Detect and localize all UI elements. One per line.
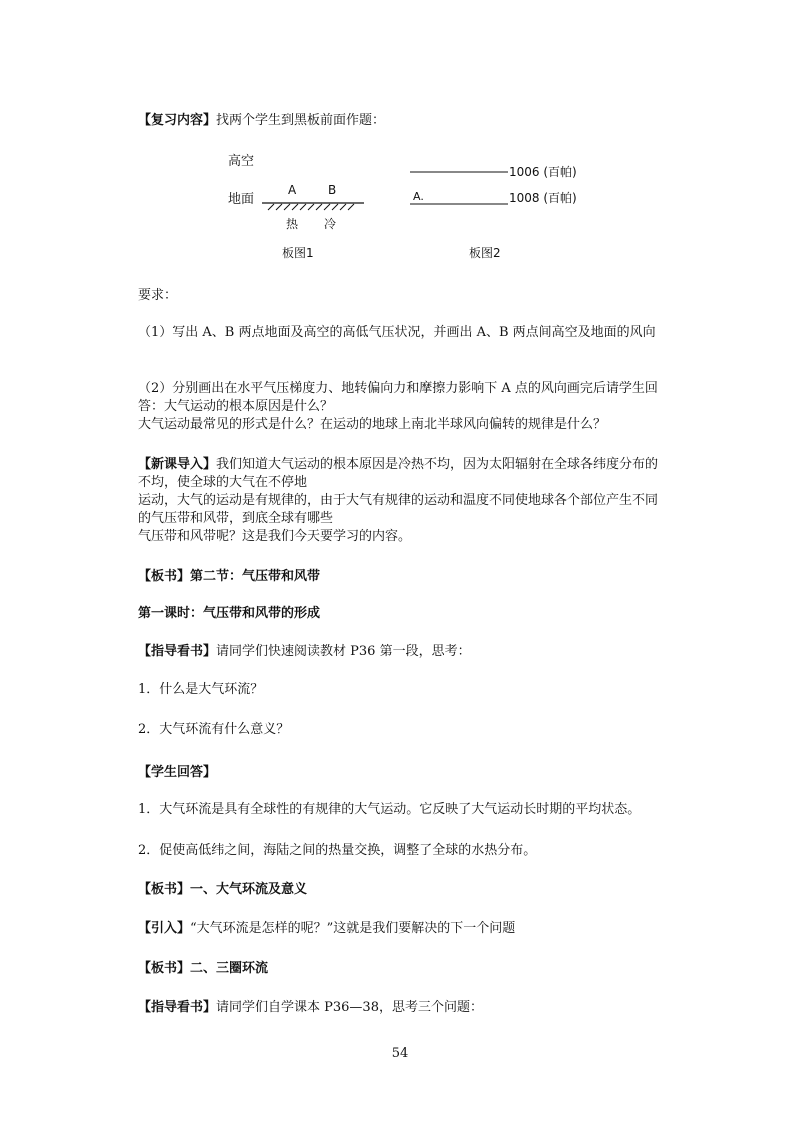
- figure2-lower-pressure: 1008 (百帕): [509, 191, 577, 205]
- figure1-caption: 板图1: [282, 246, 314, 260]
- figure2-caption: 板图2: [469, 246, 501, 260]
- review-paragraph: [138, 112, 670, 130]
- board-figure-2: [405, 158, 595, 263]
- intro-tag: 【新课导入】: [138, 457, 217, 472]
- answer-2: 2．促使高低纬之间，海陆之间的热量交换，调整了全球的水热分布。: [138, 843, 537, 858]
- figure1-hot-label: 热: [286, 217, 299, 231]
- intro-line-3: 气压带和风带呢？这是我们今天要学习的内容。: [138, 529, 412, 544]
- requirement-item-1: （1）写出 A、B 两点地面及高空的高低气压状况，并画出 A、B 两点间高空及地面的风向: [138, 325, 656, 340]
- figure1-cold-label: 冷: [324, 217, 337, 231]
- guide-1-tag: 【指导看书】: [138, 644, 217, 659]
- intro-paragraph: [138, 456, 670, 546]
- requirements-title: 要求：: [138, 288, 178, 303]
- requirement-item-2-text: （2）分别画出在水平气压梯度力、地转偏向力和摩擦力影响下 A 点的风向画完后请学生回答：大气运动的根本原因是什么？: [138, 381, 658, 414]
- guide-reading-2: [138, 999, 670, 1017]
- requirement-item-2-continued: 大气运动最常见的形式是什么？在运动的地球上南北半球风向偏转的规律是什么？: [138, 417, 607, 432]
- page-number: 54: [391, 1046, 409, 1061]
- figure1-point-b: B: [328, 183, 337, 197]
- student-answer-heading: 【学生回答】: [138, 765, 217, 780]
- review-tag: 【复习内容】: [138, 113, 217, 128]
- board-heading-section-2: 【板书】第二节：气压带和风带: [138, 569, 321, 584]
- lead-text: “大气环流是怎样的呢？”这就是我们要解决的下一个问题: [190, 921, 516, 936]
- figure2-upper-pressure: 1006 (百帕): [509, 165, 577, 179]
- requirement-item-2: [138, 380, 670, 434]
- figure2-point-a: A.: [413, 190, 424, 203]
- intro-line-1: 我们知道大气运动的根本原因是冷热不均，因为太阳辐射在全球各纬度分布的不均，使全球的大气在不停地: [138, 457, 659, 490]
- board-heading-three-cell: 【板书】二、三圈环流: [138, 961, 269, 976]
- lead-paragraph: [138, 920, 670, 938]
- question-2: 2．大气环流有什么意义？: [138, 722, 290, 737]
- board-heading-circulation: 【板书】一、大气环流及意义: [138, 882, 308, 897]
- review-text: 找两个学生到黑板前面作题：: [216, 113, 386, 128]
- guide-2-text: 请同学们自学课本 P36—38，思考三个问题：: [216, 1000, 483, 1015]
- guide-reading-1: [138, 643, 670, 661]
- board-figure-1: [222, 150, 372, 260]
- figure1-point-a: A: [288, 183, 297, 197]
- lesson-1-heading: 第一课时：气压带和风带的形成: [138, 606, 321, 621]
- figure1-ground-label: 地面: [228, 192, 255, 207]
- intro-line-2: 运动，大气的运动是有规律的，由于大气有规律的运动和温度不同使地球各个部位产生不同的气压带和风带，到底全球有哪些: [138, 493, 659, 526]
- question-1: 1．什么是大气环流？: [138, 682, 264, 697]
- guide-1-text: 请同学们快速阅读教材 P36 第一段，思考：: [216, 644, 471, 659]
- lead-tag: 【引入】: [138, 921, 191, 936]
- answer-1: 1．大气环流是具有全球性的有规律的大气运动。它反映了大气运动长时期的平均状态。: [138, 802, 641, 817]
- guide-2-tag: 【指导看书】: [138, 1000, 217, 1015]
- figure1-upper-label: 高空: [228, 154, 255, 169]
- ground-hatching: [268, 204, 354, 210]
